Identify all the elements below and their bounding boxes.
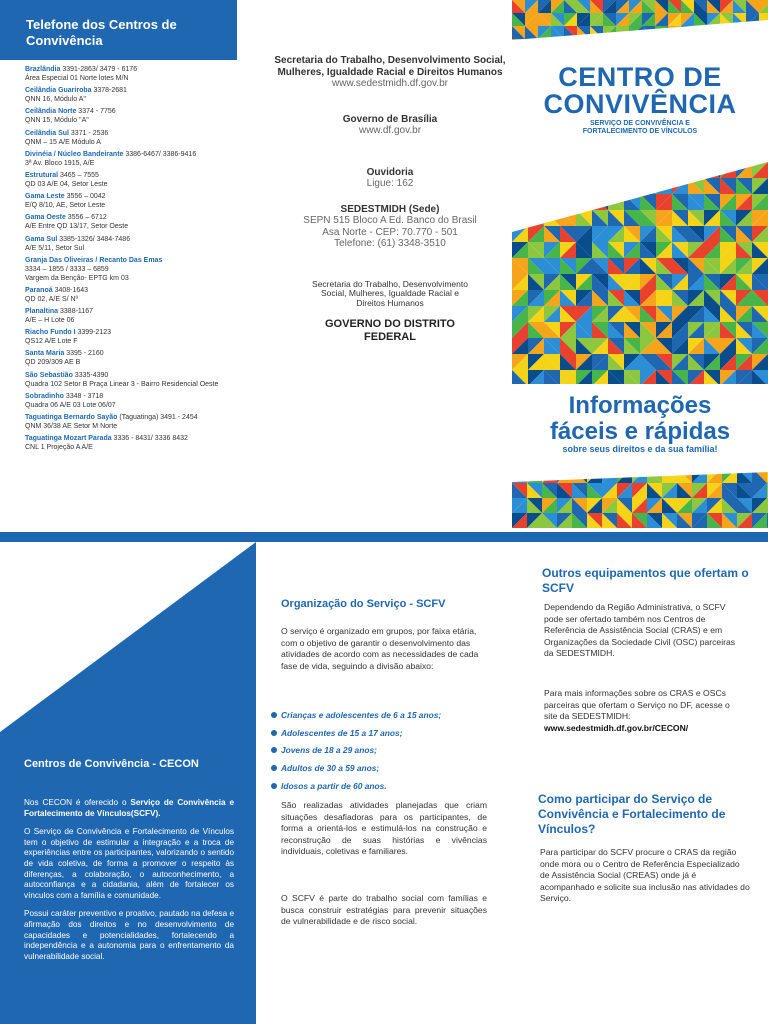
contact-entry — [25, 434, 240, 452]
cover-title-line2: CONVIVÊNCIA — [543, 89, 737, 119]
contact-entry — [25, 349, 240, 367]
contact-name: Santa Maria — [25, 350, 65, 358]
contact-phone: 3385-1326/ 3484-7486 — [57, 235, 131, 243]
bullet-icon — [271, 765, 277, 771]
contact-phone: 3399-2123 — [75, 329, 111, 337]
contact-entry — [25, 213, 240, 231]
contact-address: 3ª Av. Bloco 1915, A/E — [25, 159, 95, 167]
contact-address-2: Vargem da Benção- EPTG km 03 — [25, 274, 129, 282]
como-participar-body: Para participar do SCFV procure o CRAS da região onde mora ou o Centro de Referência Especializado de Assistência Social (CREAS) onde já é acompanhado e solicite sua inclusão nas atividades do Serviço. — [540, 847, 750, 904]
contact-phone: 3374 - 7756 — [76, 108, 116, 116]
contact-address: QNM 36/38 AE Setor M Norte — [25, 423, 118, 430]
contact-entry — [25, 86, 240, 104]
bullet-icon — [271, 747, 277, 753]
contact-address: QNM – 15 A/E Módulo A — [25, 138, 101, 146]
age-group-item: Adolescentes de 15 a 17 anos; — [271, 724, 501, 742]
logo-secretaria-text: Secretaria do Trabalho, Desenvolvimento Social, Mulheres, Igualdade Racial e Direitos Humanos — [312, 278, 468, 308]
age-group-item: Adultos de 30 a 59 anos; — [271, 759, 501, 777]
contact-entry — [25, 413, 240, 431]
contact-address: QS12 A/E Lote F — [25, 338, 78, 346]
institutional-info — [270, 55, 510, 358]
contact-name: Paranoá — [25, 286, 53, 294]
contact-name: Ceilândia Norte — [25, 108, 77, 116]
ouvidoria-phone: Ligue: 162 — [366, 178, 414, 189]
contact-phone: 3386-6467/ 3386-9416 — [123, 150, 197, 158]
governo-name: Governo de Brasília — [342, 113, 438, 125]
cover-logo-subtitle: SERVIÇO DE CONVIVÊNCIA E FORTALECIMENTO DE VÍNCULOS — [582, 120, 698, 135]
secretaria-name: Secretaria do Trabalho, Desenvolvimento Social, Mulheres, Igualdade Racial e Direitos Humanos — [274, 55, 506, 78]
cover-title-line1: CENTRO DE — [558, 62, 722, 92]
organizacao-title: Organização do Serviço - SCFV — [281, 598, 446, 610]
contact-name: Brazlândia — [25, 66, 61, 73]
sede-address-line1: SEPN 515 Bloco A Ed. Banco do Brasil — [303, 215, 477, 226]
contact-name: Ceilândia Guariroba — [25, 87, 92, 95]
cover-info-line1: Informações — [568, 392, 712, 419]
contacts-title: Telefone dos Centros de Convivência — [26, 17, 177, 48]
contact-name: Gama Leste — [25, 193, 65, 201]
contact-address: Área Especial 01 Norte lotes M/N — [25, 75, 129, 82]
contact-phone: 3388-1167 — [58, 308, 93, 316]
sede-address-line2: Asa Norte - CEP: 70.770 - 501 — [322, 226, 458, 238]
contact-entry — [25, 107, 240, 125]
contact-address: A/E – H Lote 06 — [25, 317, 75, 325]
contact-entry — [25, 307, 240, 325]
como-participar-title: Como participar do Serviço de Convivência e Fortalecimento de Vínculos? — [538, 792, 726, 836]
contact-entry — [25, 235, 240, 253]
contact-name: Sobradinho — [25, 392, 64, 400]
contact-phone: 3348 - 3718 — [63, 392, 104, 400]
cover-info-title — [512, 393, 768, 445]
bullet-icon — [271, 712, 277, 718]
organizacao-paragraph-2: São realizadas atividades planejadas que criam situações desafiadoras para os participantes, de forma a orientá-los e estimulá-los na construção e reconstrução de suas histórias e vivências individuais, coletivas e familiares. — [281, 800, 487, 857]
contacts-list — [25, 65, 240, 455]
cover-info-subtitle: sobre seus direitos e da sua família! — [562, 444, 718, 454]
contact-name: Planaltina — [25, 308, 59, 316]
logo-governo-text: GOVERNO DO DISTRITO FEDERAL — [325, 318, 455, 343]
contact-entry — [25, 171, 240, 189]
contact-address: CNL 1 Projeção A A/E — [25, 444, 93, 452]
secretaria-site: www.sedestmidh.df.gov.br — [332, 78, 448, 89]
cecon-body — [24, 798, 234, 970]
contact-address: QD 03 A/E 04, Setor Leste — [25, 180, 108, 188]
fold-divider — [0, 532, 768, 542]
contact-name: Riacho Fundo I — [25, 329, 76, 337]
contact-phone: 3465 – 7555 — [58, 171, 99, 179]
contact-phone: 3371 - 2536 — [68, 129, 109, 137]
contact-entry — [25, 256, 240, 283]
sede-phone: Telefone: (61) 3348-3510 — [334, 238, 446, 249]
contact-address: QD 209/309 AE B — [25, 359, 81, 367]
contact-phone: 3408-1643 — [52, 286, 89, 294]
contact-name: Divinéia / Núcleo Bandeirante — [25, 150, 124, 158]
age-group-item: Jovens de 18 a 29 anos; — [271, 742, 501, 760]
contact-name: Granja Das Oliveiras / Recanto Das Emas — [25, 256, 163, 264]
outros-body-2: Para mais informações sobre os CRAS e OSCs parceiras que ofertam o Serviço no DF, acesse o site da SEDESTMIDH: www.sedestmidh.df.gov.br/CECON/ — [544, 688, 730, 733]
contact-name: Estrutural — [25, 171, 59, 179]
contact-address: QNN 16, Módulo A" — [25, 96, 86, 104]
age-group-item: Crianças e adolescentes de 6 a 15 anos; — [271, 706, 501, 724]
sedestmidh-cecon-link[interactable]: www.sedestmidh.df.gov.br/CECON/ — [544, 722, 689, 733]
contact-name: Taguatinga Bernardo Sayão — [25, 414, 118, 421]
contact-entry — [25, 286, 240, 304]
contact-entry — [25, 129, 240, 147]
contact-entry — [25, 392, 240, 410]
contact-name: Ceilândia Sul — [25, 129, 69, 137]
cover-logo-title — [512, 64, 768, 118]
contact-name: Taguatinga Mozart Parada — [25, 435, 112, 443]
contact-address: Quadra 102 Setor B Praça Linear 3 - Bairro Residencial Oeste — [25, 380, 219, 388]
contact-phone: 3335-4390 — [72, 371, 109, 379]
organizacao-intro: O serviço é organizado em grupos, por faixa etária, com o objetivo de garantir o desenvolvimento das atividades de acordo com as necessidades de cada fase de vida, seguindo a divisão abaixo: — [281, 626, 479, 671]
contact-entry — [25, 328, 240, 346]
outros-title: Outros equipamentos que ofertam o SCFV — [542, 566, 749, 595]
contact-entry — [25, 150, 240, 168]
cover-info-line2: fáceis e rápidas — [549, 418, 731, 445]
age-groups-list — [271, 706, 501, 795]
contact-address: QNN 15, Módulo "A" — [25, 117, 89, 125]
ouvidoria-label: Ouvidoria — [366, 166, 414, 178]
age-group-item: Idosos a partir de 60 anos. — [271, 777, 501, 795]
outros-body: Dependendo da Região Administrativa, o SCFV pode ser ofertado também nos Centros de Referência de Assistência Social (CRAS) e em Organizações da Sociedade Civil (OSC) parceiras da SEDESTMIDH. — [544, 602, 736, 659]
contact-phone: 3391-2863/ 3479 - 6176 — [60, 66, 138, 73]
contact-name: Gama Oeste — [25, 214, 66, 222]
contact-phone: 3556 – 6712 — [65, 214, 107, 222]
contact-phone: (Taguatinga) 3491 - 2454 — [117, 414, 198, 421]
contact-address: E/Q 8/10, AE, Setor Leste — [25, 202, 106, 210]
sede-title: SEDESTMIDH (Sede) — [340, 203, 440, 215]
geometric-pattern-middle — [512, 162, 768, 384]
cecon-paragraph-3: Possui caráter preventivo e proativo, pautado na defesa e afirmação dos direitos e no desenvolvimento de capacidades e potencialidades, fortalecendo a independência e a autonomia para o enfrentamento da vulnerabilidade social. — [24, 909, 234, 961]
geometric-pattern-bottom — [512, 468, 768, 528]
contact-address: 3334 – 1855 / 3333 – 6859 — [25, 265, 109, 273]
contact-phone: 3556 – 0042 — [64, 193, 106, 201]
bullet-icon — [271, 730, 277, 736]
cecon-paragraph-2: O Serviço de Convivência e Fortalecimento de Vínculos tem o objetivo de estimular a integração e a troca de experiências entre os participantes, valorizando o sentido de vida coletiva, de forma a promover o respeito às diferenças, a colaboração, o autoconhecimento, a autoconfiança e a cidadania, além de fortalecer os vínculos com a família e comunidade. — [24, 827, 234, 900]
geometric-pattern-top — [512, 0, 768, 52]
contact-address: A/E 5/11, Setor Sul — [25, 244, 85, 252]
bullet-icon — [271, 783, 277, 789]
cecon-title: Centros de Convivência - CECON — [24, 758, 199, 770]
contact-entry — [25, 192, 240, 210]
contact-address: QD 02, A/E S/ Nº — [25, 295, 79, 303]
cecon-panel-triangle — [0, 542, 256, 742]
contact-entry — [25, 65, 240, 83]
contact-address: A/E Entre QD 13/17, Setor Oeste — [25, 223, 129, 231]
contact-address: Quadra 06 A/E 03 Lote 06/07 — [25, 401, 116, 409]
contact-phone: 3336 - 8431/ 3336 8432 — [111, 435, 188, 443]
contact-phone: 3395 - 2160 — [64, 350, 104, 358]
contact-phone: 3378-2681 — [91, 87, 127, 95]
contact-name: São Sebastião — [25, 371, 73, 379]
cecon-paragraph-1: Nos CECON é oferecido o Serviço de Convivência e Fortalecimento de Vínculos(SCFV). — [24, 798, 234, 818]
organizacao-paragraph-3: O SCFV é parte do trabalho social com famílias e busca construir estratégias para prevenir situações de vulnerabilidade e de risco social. — [281, 893, 487, 927]
governo-site: www.df.gov.br — [358, 125, 422, 136]
contact-name: Gama Sul — [25, 235, 58, 243]
contact-entry — [25, 371, 240, 389]
